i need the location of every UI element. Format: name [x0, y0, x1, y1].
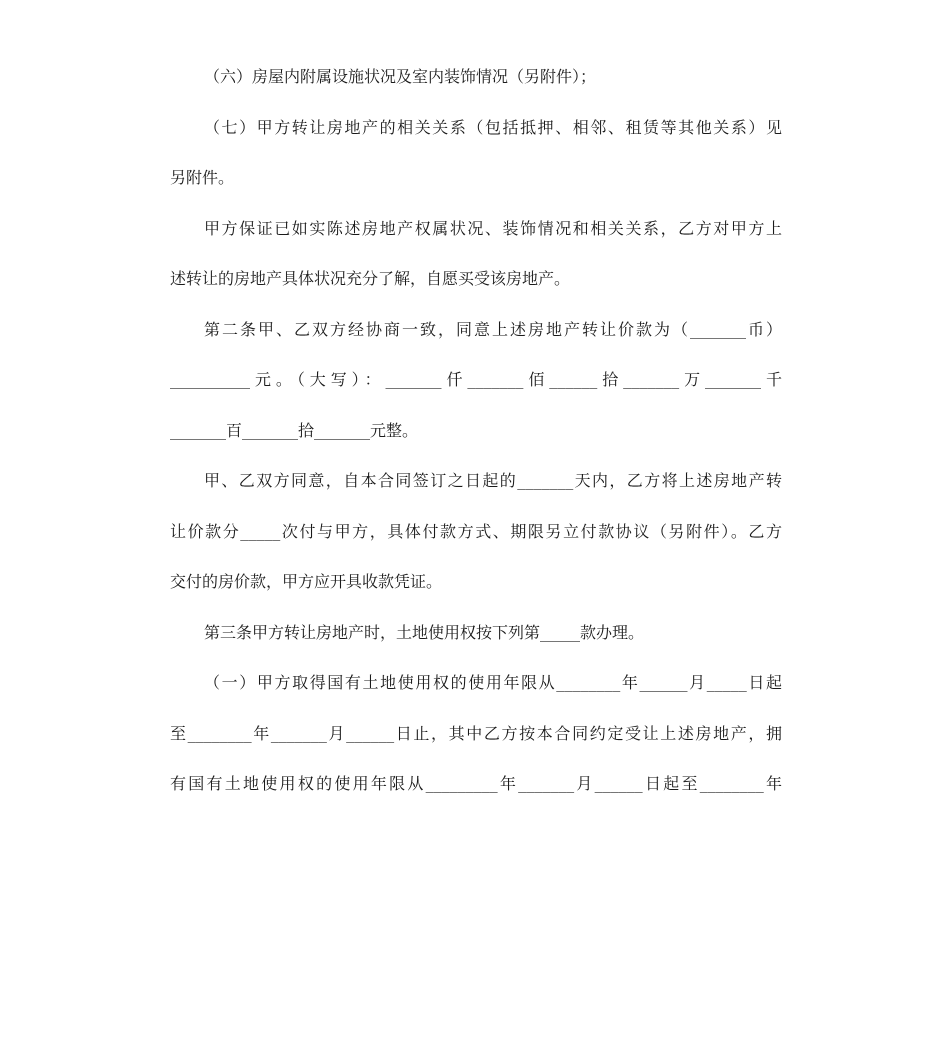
- paragraph-line: （七）甲方转让房地产的相关关系（包括抵押、相邻、租赁等其他关系）见: [204, 117, 782, 137]
- paragraph-line: 至________年_______月______日止，其中乙方按本合同约定受让上述房地产，拥: [170, 723, 782, 743]
- paragraph-line: _______百_______拾_______元整。: [170, 420, 419, 440]
- paragraph-line: 甲、乙双方同意，自本合同签订之日起的_______天内，乙方将上述房地产转: [204, 471, 782, 490]
- paragraph-line: （一）甲方取得国有土地使用权的使用年限从________年______月_____日起: [204, 673, 782, 692]
- paragraph-line: 第二条甲、乙双方经协商一致，同意上述房地产转让价款为（_______币）: [204, 319, 782, 339]
- paragraph-line: 第三条甲方转让房地产时，土地使用权按下列第_____款办理。: [204, 622, 645, 642]
- paragraph-line: 让价款分_____次付与甲方，具体付款方式、期限另立付款协议（另附件）。乙方: [170, 521, 782, 541]
- document-body: [170, 52, 782, 810]
- paragraph-line: 甲方保证已如实陈述房地产权属状况、装饰情况和相关关系，乙方对甲方上: [204, 218, 782, 238]
- paragraph-line: （六）房屋内附属设施状况及室内装饰情况（另附件）；: [204, 67, 597, 86]
- paragraph-line: 交付的房价款，甲方应开具收款凭证。: [170, 572, 443, 591]
- paragraph-line: 述转让的房地产具体状况充分了解，自愿买受该房地产。: [170, 269, 571, 288]
- paragraph-line: 有国有土地使用权的使用年限从_________年_______月______日起至________年: [170, 774, 782, 793]
- paragraph-line: __________元。（大写）：_______仟_______佰______拾_______万_______千: [170, 370, 782, 389]
- paragraph-line: 另附件。: [170, 168, 235, 187]
